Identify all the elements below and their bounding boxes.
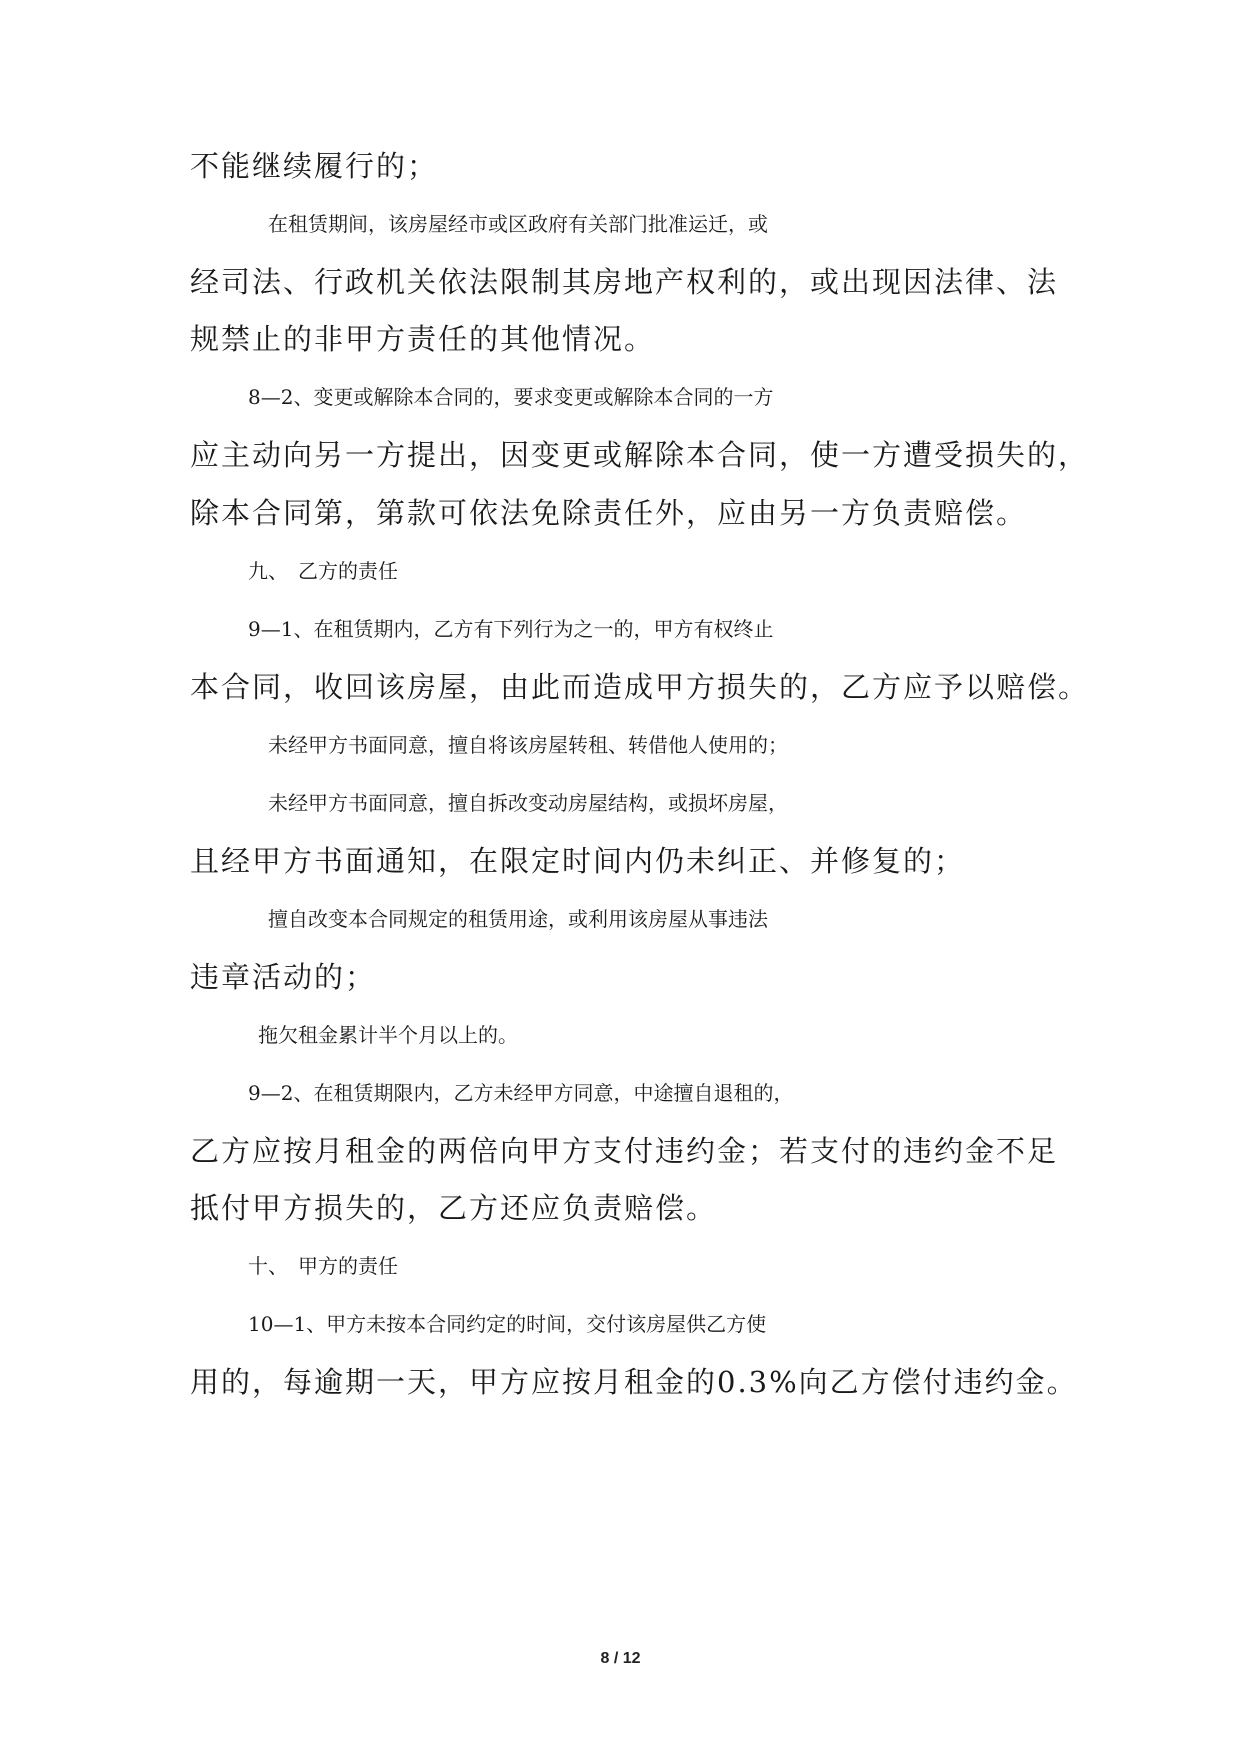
paragraph-line: 乙方应按月租金的两倍向甲方支付违约金；若支付的违约金不足 [190, 1134, 1059, 1168]
paragraph-line: 抵付甲方损失的，乙方还应负责赔偿。 [190, 1191, 718, 1225]
paragraph-line: 擅自改变本合同规定的租赁用途，或利用该房屋从事违法 [268, 907, 768, 931]
paragraph-line: 未经甲方书面同意，擅自将该房屋转租、转借他人使用的； [268, 733, 788, 757]
paragraph-line: 9—1、在租赁期内，乙方有下列行为之一的，甲方有权终止 [248, 617, 774, 641]
paragraph-line: 违章活动的； [190, 960, 377, 994]
paragraph-line: 规禁止的非甲方责任的其他情况。 [190, 322, 656, 356]
paragraph-line: 未经甲方书面同意，擅自拆改变动房屋结构，或损坏房屋， [268, 791, 788, 815]
paragraph-line: 除本合同第，第款可依法免除责任外，应由另一方负责赔偿。 [190, 496, 1028, 530]
section-heading: 十、 甲方的责任 [248, 1254, 398, 1278]
section-heading: 九、 乙方的责任 [248, 559, 398, 583]
paragraph-line: 8—2、变更或解除本合同的，要求变更或解除本合同的一方 [248, 385, 774, 409]
paragraph-line: 经司法、行政机关依法限制其房地产权利的，或出现因法律、法 [190, 265, 1059, 299]
paragraph-line: 在租赁期间，该房屋经市或区政府有关部门批准运迁，或 [268, 212, 768, 236]
paragraph-line: 且经甲方书面通知，在限定时间内仍未纠正、并修复的； [190, 844, 966, 878]
paragraph-line: 9—2、在租赁期限内，乙方未经甲方同意，中途擅自退租的， [248, 1081, 794, 1105]
page-number: 8 / 12 [600, 1650, 641, 1667]
paragraph-line: 不能继续履行的； [190, 149, 439, 183]
paragraph-line: 本合同，收回该房屋，由此而造成甲方损失的，乙方应予以赔偿。 [190, 670, 1090, 704]
paragraph-line: 用的，每逾期一天，甲方应按月租金的0.3%向乙方偿付违约金。 [190, 1365, 1078, 1399]
paragraph-line: 拖欠租金累计半个月以上的。 [258, 1023, 518, 1047]
paragraph-line: 应主动向另一方提出，因变更或解除本合同，使一方遭受损失的， [190, 438, 1090, 472]
paragraph-line: 10—1、甲方未按本合同约定的时间，交付该房屋供乙方使 [248, 1312, 767, 1336]
